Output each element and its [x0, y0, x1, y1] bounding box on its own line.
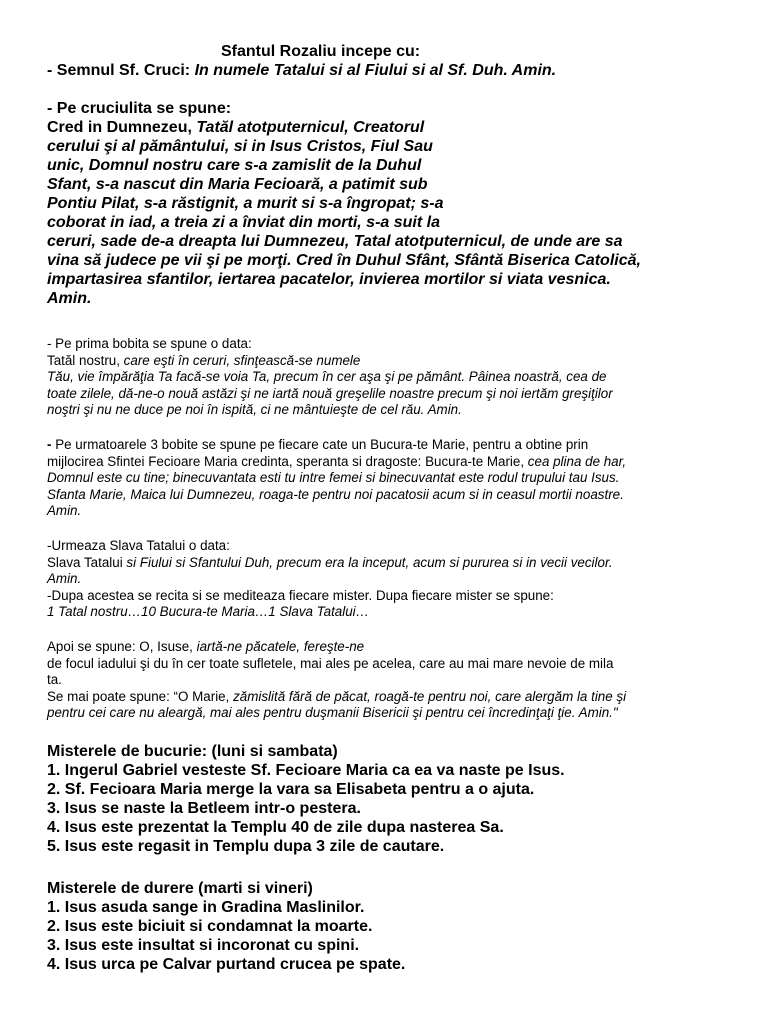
text-segment: Slava Tatalui	[47, 554, 127, 570]
text-line	[47, 639, 737, 656]
mystery-item: 1. Ingerul Gabriel vesteste Sf. Fecioare Maria ca ea va naste pe Isus.	[47, 762, 565, 779]
text-segment: Tatăl nostru,	[47, 352, 124, 368]
text-segment: -Dupa acestea se recita si se mediteaza fiecare mister. Dupa fiecare mister se spune:	[47, 587, 554, 603]
page-title: Sfantul Rozaliu incepe cu:	[221, 43, 421, 60]
italic-text-segment: pentru cei care nu aleargă, mai ales pentru duşmanii Bisericii şi pentru cei încredinţaţi ţie. Amin."	[47, 705, 618, 720]
text-line	[47, 118, 737, 137]
italic-text-segment: coborat in iad, a treia zi a înviat din morti, s-a suit la	[47, 214, 440, 231]
italic-text-segment: unic, Domnul nostru care s-a zamislit de la Duhul	[47, 157, 422, 174]
italic-text-segment: Tatăl atotputernicul, Creatorul	[196, 119, 425, 136]
text-line	[47, 402, 737, 419]
text-line	[47, 705, 737, 722]
text-line	[47, 386, 737, 403]
text-line	[47, 656, 737, 673]
italic-text-segment: vina să judece pe vii şi pe morţi. Cred în Duhul Sfânt, Sfântă Biserica Catolică,	[47, 252, 641, 269]
sign-of-cross-text: In numele Tatalui si al Fiului si al Sf. Duh. Amin.	[194, 62, 557, 79]
text-segment: de focul iadului şi du în cer toate sufletele, mai ales pe acelea, care au mai mare nevoie de mila	[47, 655, 614, 671]
first-bead-section	[47, 336, 737, 419]
text-segment: -	[47, 437, 56, 452]
italic-text-segment: Amin.	[47, 571, 82, 586]
text-segment: -Urmeaza Slava Tatalui o data:	[47, 538, 230, 553]
mystery-item: 4. Isus este prezentat la Templu 40 de zile dupa nasterea Sa.	[47, 819, 504, 836]
text-line	[47, 555, 737, 572]
text-line	[47, 336, 737, 353]
joyful-mysteries-heading: Misterele de bucurie: (luni si sambata)	[47, 743, 338, 760]
italic-text-segment: iartă-ne păcatele, fereşte-ne	[196, 639, 365, 654]
text-line	[47, 437, 737, 454]
italic-text-segment: ceruri, sade de-a dreapta lui Dumnezeu, Tatal atotputernicul, de unde are sa	[47, 233, 623, 250]
italic-text-segment: Pontiu Pilat, s-a răstignit, a murit si s-a îngropat; s-a	[47, 195, 444, 212]
sign-of-cross-label: - Semnul Sf. Cruci:	[47, 62, 195, 79]
crucifix-heading: - Pe cruciulita se spune:	[47, 100, 232, 117]
our-father-paragraph	[47, 336, 737, 419]
rosary-title-block	[47, 42, 737, 80]
text-segment: Cred in Dumnezeu,	[47, 119, 197, 136]
text-segment: mijlocirea Sfintei Fecioare Maria credinta, speranta si dragoste: Bucura-te Marie,	[47, 453, 528, 469]
closing-prayers-paragraph	[47, 639, 737, 722]
italic-text-segment: Domnul este cu tine; binecuvantata esti tu intre femei si binecuvantat este rodul trupului tau Isus.	[47, 470, 620, 485]
text-line	[47, 194, 737, 213]
text-line	[47, 175, 737, 194]
italic-text-segment: si Fiului si Sfantului Duh, precum era la inceput, acum si pururea si in vecii vecilor.	[126, 554, 613, 570]
text-line	[47, 571, 737, 588]
italic-text-segment: noştri şi nu ne duce pe noi în ispită, ci ne mântuieşte de cel rău. Amin.	[47, 402, 462, 417]
text-line	[47, 232, 737, 251]
mystery-item: 2. Sf. Fecioara Maria merge la vara sa Elisabeta pentru a o ajuta.	[47, 781, 535, 798]
text-line	[47, 470, 737, 487]
mystery-item: 4. Isus urca pe Calvar purtand crucea pe spate.	[47, 956, 406, 973]
text-segment: Apoi se spune: O, Isuse,	[47, 639, 197, 654]
joyful-mysteries-list	[47, 761, 737, 856]
italic-text-segment: care eşti în ceruri, sfinţească-se numele	[123, 352, 361, 368]
text-line	[47, 156, 737, 175]
sorrowful-mysteries-list	[47, 898, 737, 974]
mystery-item: 3. Isus se naste la Betleem intr-o pestera.	[47, 800, 361, 817]
text-line	[47, 454, 737, 471]
text-line	[47, 604, 737, 621]
crucifix-section	[47, 99, 737, 308]
text-line	[47, 538, 737, 555]
italic-text-segment: Tău, vie împărăţia Ta facă-se voia Ta, precum în cer aşa şi pe pământ. Pâinea noastră, cea de	[47, 369, 607, 384]
mystery-item: 5. Isus este regasit in Templu dupa 3 zile de cautare.	[47, 838, 445, 855]
italic-text-segment: Amin.	[47, 290, 92, 307]
italic-text-segment: 1 Tatal nostru…10 Bucura-te Maria…1 Slava Tatalui…	[47, 604, 370, 619]
text-segment: Pe urmatoarele 3 bobite se spune pe fiecare cate un Bucura-te Marie, pentru a obtine prin	[55, 437, 589, 452]
italic-text-segment: impartasirea sfantilor, iertarea pacatelor, invierea mortilor si viata vesnica.	[47, 271, 611, 288]
text-line	[47, 369, 737, 386]
text-line	[47, 503, 737, 520]
text-line	[47, 588, 737, 605]
text-line	[47, 251, 737, 270]
glory-section	[47, 538, 737, 621]
italic-text-segment: toate zilele, dă-ne-o nouă astăzi şi ne iartă nouă greşelile noastre precum şi noi iertăm greşiţilor	[47, 385, 613, 401]
text-line	[47, 137, 737, 156]
text-segment: Se mai poate spune: “O Marie,	[47, 688, 234, 704]
mystery-item: 3. Isus este insultat si incoronat cu spini.	[47, 937, 360, 954]
sign-of-cross-line	[47, 61, 737, 80]
sorrowful-mysteries-heading: Misterele de durere (marti si vineri)	[47, 880, 313, 897]
creed-paragraph	[47, 118, 737, 308]
italic-text-segment: cerului şi al pământului, si in Isus Cristos, Fiul Sau	[47, 138, 433, 155]
italic-text-segment: Amin.	[47, 503, 82, 518]
mystery-item: 2. Isus este biciuit si condamnat la moarte.	[47, 918, 373, 935]
text-line	[47, 353, 737, 370]
text-segment: - Pe prima bobita se spune o data:	[47, 336, 252, 351]
mystery-item: 1. Isus asuda sange in Gradina Maslinilor.	[47, 899, 365, 916]
text-line	[47, 487, 737, 504]
italic-text-segment: cea plina de har,	[527, 453, 627, 469]
italic-text-segment: Sfant, s-a nascut din Maria Fecioară, a patimit sub	[47, 176, 428, 193]
three-beads-section	[47, 437, 737, 520]
hail-mary-paragraph	[47, 437, 737, 520]
glory-be-paragraph	[47, 538, 737, 621]
sorrowful-mysteries-section	[47, 879, 737, 974]
text-line	[47, 270, 737, 289]
text-line	[47, 672, 737, 689]
text-segment: ta.	[47, 672, 62, 687]
italic-text-segment: zămislită fără de păcat, roagă-te pentru noi, care alergăm la tine şi	[233, 688, 627, 704]
italic-text-segment: Sfanta Marie, Maica lui Dumnezeu, roaga-te pentru noi pacatosii acum si in ceasul mortii noastre.	[47, 486, 624, 502]
text-line	[47, 213, 737, 232]
text-line	[47, 689, 737, 706]
text-line	[47, 289, 737, 308]
closing-section	[47, 639, 737, 722]
joyful-mysteries-section	[47, 742, 737, 856]
